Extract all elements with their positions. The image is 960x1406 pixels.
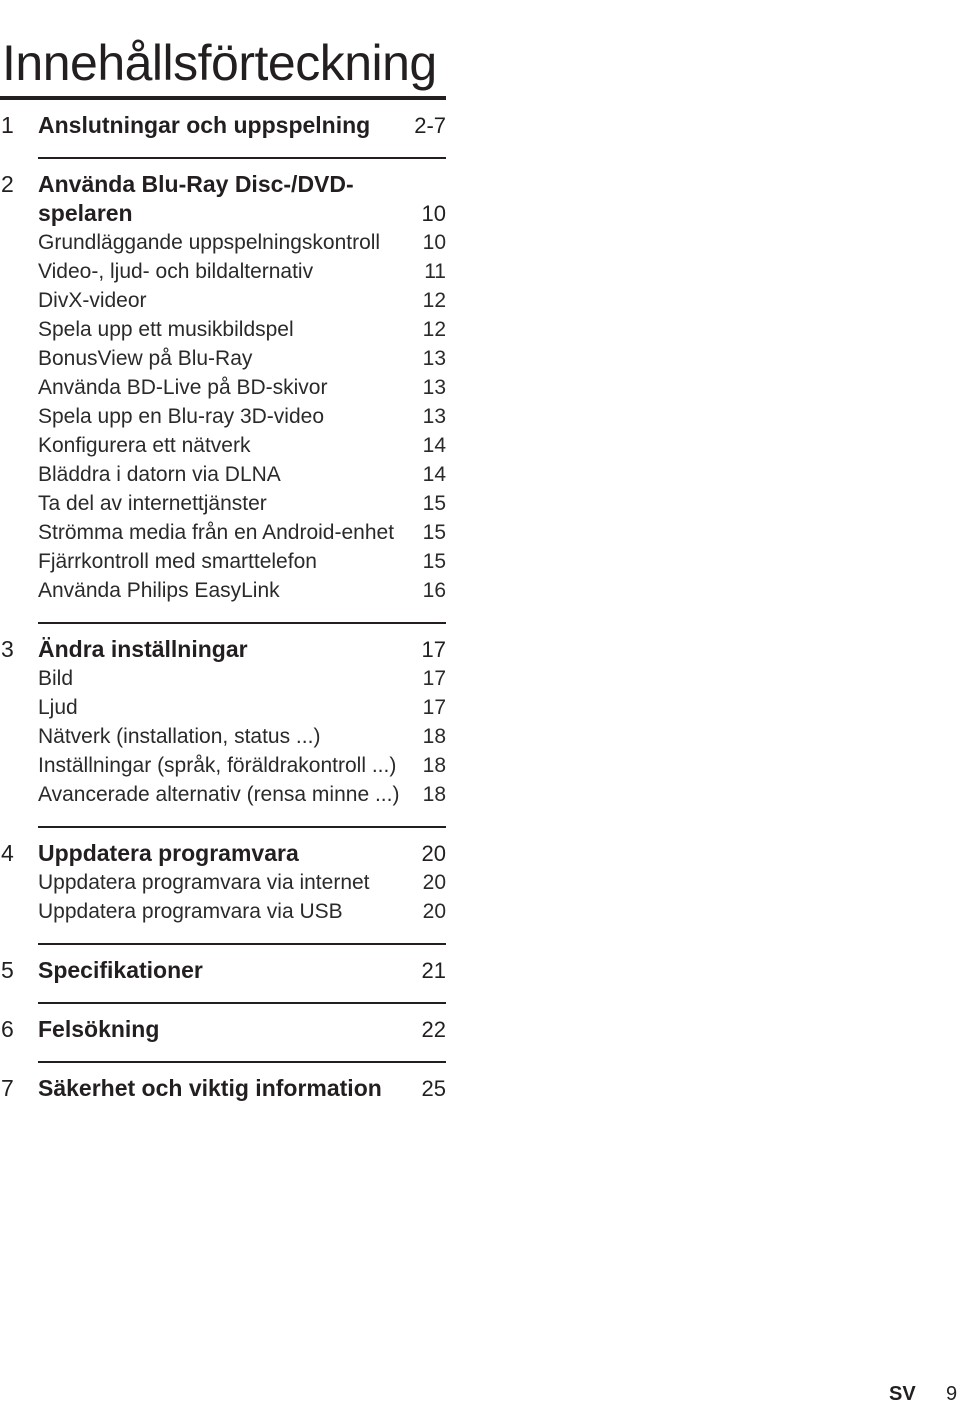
toc-entry[interactable] bbox=[0, 315, 446, 344]
toc-entry[interactable] bbox=[0, 868, 446, 897]
toc-entry-page: 18 bbox=[422, 754, 446, 777]
toc-section-page: 17 bbox=[421, 637, 446, 662]
toc-section bbox=[0, 943, 446, 985]
toc-entry-label: Spela upp en Blu-ray 3D-video bbox=[38, 405, 325, 428]
toc-entry-page: 12 bbox=[422, 289, 446, 312]
toc-section-title: Uppdatera programvara bbox=[38, 840, 299, 866]
toc-section-page: 2-7 bbox=[414, 113, 446, 138]
toc-entry-page: 13 bbox=[422, 347, 446, 370]
toc-entry-page: 18 bbox=[422, 783, 446, 806]
toc-entry-label: Använda BD-Live på BD-skivor bbox=[38, 376, 328, 399]
toc-section-heading[interactable] bbox=[0, 159, 446, 228]
toc-entry-page: 20 bbox=[422, 871, 446, 894]
toc-entry-page: 16 bbox=[422, 579, 446, 602]
footer-language: SV bbox=[889, 1383, 916, 1405]
toc-entry-label: Bild bbox=[38, 667, 74, 690]
toc-entry[interactable] bbox=[0, 693, 446, 722]
toc-section-page: 21 bbox=[421, 958, 446, 983]
toc-entry-label: Ljud bbox=[38, 696, 78, 719]
toc-entry-label: Ta del av internettjänster bbox=[38, 492, 267, 515]
toc-entry-page: 17 bbox=[422, 667, 446, 690]
toc-section-page: 22 bbox=[421, 1017, 446, 1042]
toc-entry-page: 14 bbox=[422, 434, 446, 457]
toc-entry[interactable] bbox=[0, 402, 446, 431]
toc-section-title: Specifikationer bbox=[38, 957, 203, 983]
toc-section-title: Använda Blu-Ray Disc-/DVD-spelaren bbox=[38, 171, 354, 226]
toc-section-page: 20 bbox=[421, 841, 446, 866]
toc-section-number: 7 bbox=[1, 1075, 14, 1101]
toc-section-page: 10 bbox=[421, 201, 446, 226]
toc-entry-label: Bläddra i datorn via DLNA bbox=[38, 463, 281, 486]
toc-entry-page: 20 bbox=[422, 900, 446, 923]
toc-section bbox=[0, 1061, 446, 1103]
toc-entry-page: 17 bbox=[422, 696, 446, 719]
toc-entry-label: Spela upp ett musikbildspel bbox=[38, 318, 294, 341]
toc-entry-page: 11 bbox=[424, 260, 446, 283]
toc-entry[interactable] bbox=[0, 780, 446, 809]
toc-entry[interactable] bbox=[0, 460, 446, 489]
toc-entry-label: Fjärrkontroll med smarttelefon bbox=[38, 550, 317, 573]
toc-section-number: 1 bbox=[1, 112, 14, 138]
toc-entry[interactable] bbox=[0, 751, 446, 780]
toc-entry[interactable] bbox=[0, 664, 446, 693]
toc-entry-label: Inställningar (språk, föräldrakontroll ...) bbox=[38, 754, 397, 777]
toc-entry-page: 14 bbox=[422, 463, 446, 486]
toc-entry-label: Uppdatera programvara via internet bbox=[38, 871, 370, 894]
toc-section bbox=[0, 157, 446, 605]
toc-section-page: 25 bbox=[421, 1076, 446, 1101]
toc-entry-label: Konfigurera ett nätverk bbox=[38, 434, 251, 457]
toc-entry[interactable] bbox=[0, 897, 446, 926]
toc-section bbox=[0, 1002, 446, 1044]
toc-entry-label: Uppdatera programvara via USB bbox=[38, 900, 343, 923]
toc-entry-label: Grundläggande uppspelningskontroll bbox=[38, 231, 381, 254]
toc-entry[interactable] bbox=[0, 373, 446, 402]
toc-section-title: Felsökning bbox=[38, 1016, 160, 1042]
table-of-contents bbox=[0, 96, 446, 1103]
toc-sections bbox=[0, 100, 446, 1103]
toc-section bbox=[0, 622, 446, 809]
toc-entry-label: Använda Philips EasyLink bbox=[38, 579, 280, 602]
toc-entry[interactable] bbox=[0, 518, 446, 547]
toc-entry-page: 15 bbox=[422, 492, 446, 515]
toc-section-heading[interactable] bbox=[0, 945, 446, 985]
toc-entry[interactable] bbox=[0, 547, 446, 576]
toc-section-number: 4 bbox=[1, 840, 14, 866]
toc-section-heading[interactable] bbox=[0, 1004, 446, 1044]
toc-section-number: 2 bbox=[1, 171, 14, 197]
toc-entry-page: 18 bbox=[422, 725, 446, 748]
toc-entry-label: Nätverk (installation, status ...) bbox=[38, 725, 321, 748]
toc-entry[interactable] bbox=[0, 489, 446, 518]
toc-section-number: 5 bbox=[1, 957, 14, 983]
toc-entry-page: 13 bbox=[422, 405, 446, 428]
toc-section bbox=[0, 100, 446, 140]
toc-entry-label: Video-, ljud- och bildalternativ bbox=[38, 260, 314, 283]
toc-entry-page: 10 bbox=[422, 231, 446, 254]
toc-section-heading[interactable] bbox=[0, 624, 446, 664]
toc-entry-page: 15 bbox=[422, 521, 446, 544]
toc-section-title: Anslutningar och uppspelning bbox=[38, 112, 371, 138]
toc-entry-label: Strömma media från en Android-enhet bbox=[38, 521, 395, 544]
toc-section-heading[interactable] bbox=[0, 828, 446, 868]
toc-section-heading[interactable] bbox=[0, 100, 446, 140]
toc-entry[interactable] bbox=[0, 576, 446, 605]
toc-entry[interactable] bbox=[0, 431, 446, 460]
toc-entry[interactable] bbox=[0, 344, 446, 373]
toc-section-title: Säkerhet och viktig information bbox=[38, 1075, 382, 1101]
footer-page-number: 9 bbox=[946, 1383, 958, 1405]
toc-section-number: 3 bbox=[1, 636, 14, 662]
toc-entry[interactable] bbox=[0, 286, 446, 315]
toc-entry[interactable] bbox=[0, 722, 446, 751]
toc-entry[interactable] bbox=[0, 257, 446, 286]
toc-entry[interactable] bbox=[0, 228, 446, 257]
toc-section bbox=[0, 826, 446, 926]
toc-entry-label: BonusView på Blu-Ray bbox=[38, 347, 253, 370]
toc-section-title: Ändra inställningar bbox=[38, 636, 248, 662]
toc-section-heading[interactable] bbox=[0, 1063, 446, 1103]
toc-entry-label: DivX-videor bbox=[38, 289, 147, 312]
toc-entry-page: 13 bbox=[422, 376, 446, 399]
toc-entry-page: 15 bbox=[422, 550, 446, 573]
toc-entry-label: Avancerade alternativ (rensa minne ...) bbox=[38, 783, 400, 806]
toc-section-number: 6 bbox=[1, 1016, 14, 1042]
page-title: Innehållsförteckning bbox=[2, 34, 437, 91]
toc-entry-page: 12 bbox=[422, 318, 446, 341]
